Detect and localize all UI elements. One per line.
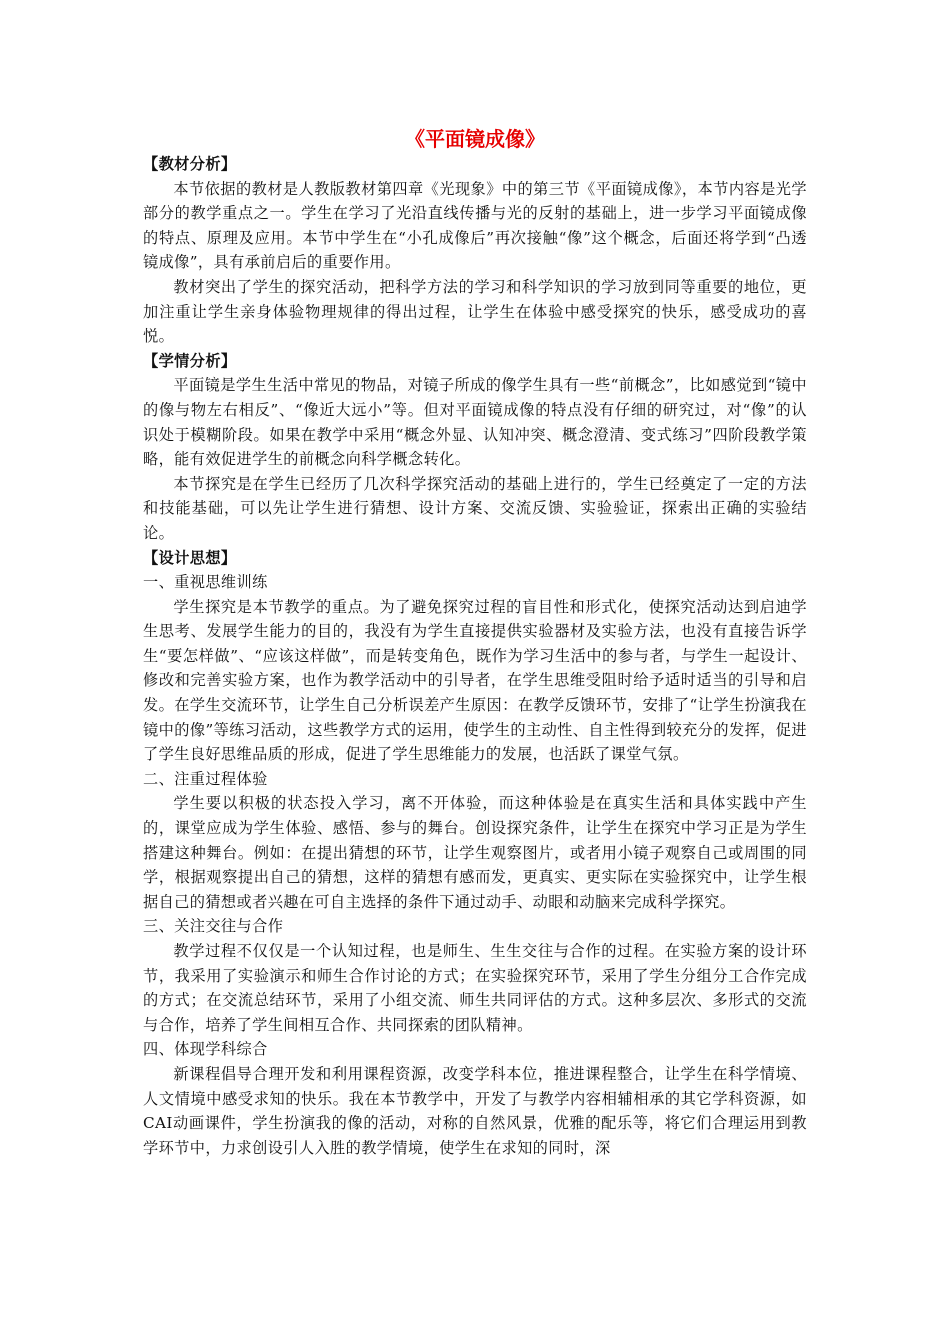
subsection-title: 一、重视思维训练 <box>143 573 268 592</box>
paragraph: 平面镜是学生生活中常见的物品，对镜子所成的像学生具有一些“前概念”，比如感觉到“镜中的像与物左右相反”、“像近大远小”等。但对平面镜成像的特点没有仔细的研究过，对“像”的认识处于模糊阶段。如果在教学中采用“概念外显、认知冲突、概念澄清、变式练习”四阶段教学策略，能有效促进学生的前概念向科学概念转化。 <box>143 376 807 469</box>
section-heading-design-idea: 【设计思想】 <box>143 548 237 567</box>
subsection-title: 三、关注交往与合作 <box>143 917 284 936</box>
document-body <box>143 152 807 1160</box>
paragraph: 学生探究是本节教学的重点。为了避免探究过程的盲目性和形式化，使探究活动达到启迪学生思考、发展学生能力的目的，我没有为学生直接提供实验器材及实验方法，也没有直接告诉学生“要怎样做”、“应该这样做”，而是转变角色，既作为学习生活中的参与者，与学生一起设计、修改和完善实验方案，也作为教学活动中的引导者，在学生思维受阻时给予适时适当的引导和启发。在学生交流环节，让学生自己分析误差产生原因：在教学反馈环节，安排了“让学生扮演我在镜中的像”等练习活动，这些教学方式的运用，使学生的主动性、自主性得到较充分的发挥，促进了学生良好思维品质的形成，促进了学生思维能力的发展，也活跃了课堂气氛。 <box>143 597 807 764</box>
section-heading-textbook-analysis: 【教材分析】 <box>143 155 237 173</box>
paragraph: 学生要以积极的状态投入学习，离不开体验，而这种体验是在真实生活和具体实践中产生的，课堂应成为学生体验、感悟、参与的舞台。创设探究条件，让学生在探究中学习正是为学生搭建这种舞台。例如：在提出猜想的环节，让学生观察图片，或者用小镜子观察自己或周围的同学，根据观察提出自己的猜想，这样的猜想有感而发，更真实、更实际在实验探究中，让学生根据自己的猜想或者兴趣在可自主选择的条件下通过动手、动眼和动脑来完成科学探究。 <box>143 794 807 911</box>
document-title: 《平面镜成像》 <box>405 127 545 151</box>
paragraph: 教学过程不仅仅是一个认知过程，也是师生、生生交往与合作的过程。在实验方案的设计环节，我采用了实验演示和师生合作讨论的方式；在实验探究环节，采用了学生分组分工合作完成的方式；在交流总结环节，采用了小组交流、师生共同评估的方式。这种多层次、多形式的交流与合作，培养了学生间相互合作、共同探索的团队精神。 <box>143 942 807 1034</box>
subsection-title: 四、体现学科综合 <box>143 1040 268 1059</box>
paragraph: 本节依据的教材是人教版教材第四章《光现象》中的第三节《平面镜成像》，本节内容是光学部分的教学重点之一。学生在学习了光沿直线传播与光的反射的基础上，进一步学习平面镜成像的特点、原理及应用。本节中学生在“小孔成像后”再次接触“像”这个概念，后面还将学到“凸透镜成像”，具有承前启后的重要作用。 <box>143 179 807 272</box>
paragraph: 教材突出了学生的探究活动，把科学方法的学习和科学知识的学习放到同等重要的地位，更加注重让学生亲身体验物理规律的得出过程，让学生在体验中感受探究的快乐，感受成功的喜悦。 <box>143 277 807 346</box>
paragraph: 新课程倡导合理开发和利用课程资源，改变学科本位，推进课程整合，让学生在科学情境、人文情境中感受求知的快乐。我在本节教学中，开发了与教学内容相辅相承的其它学科资源，如CAI动画课件，学生扮演我的像的活动，对称的自然风景，优雅的配乐等，将它们合理运用到教学环节中，力求创设引人入胜的教学情境，使学生在求知的同时，深 <box>143 1064 807 1157</box>
section-heading-student-analysis: 【学情分析】 <box>143 351 237 370</box>
subsection-title: 二、注重过程体验 <box>143 769 268 788</box>
paragraph: 本节探究是在学生已经历了几次科学探究活动的基础上进行的，学生已经奠定了一定的方法和技能基础，可以先让学生进行猜想、设计方案、交流反馈、实验验证，探索出正确的实验结论。 <box>143 474 807 542</box>
